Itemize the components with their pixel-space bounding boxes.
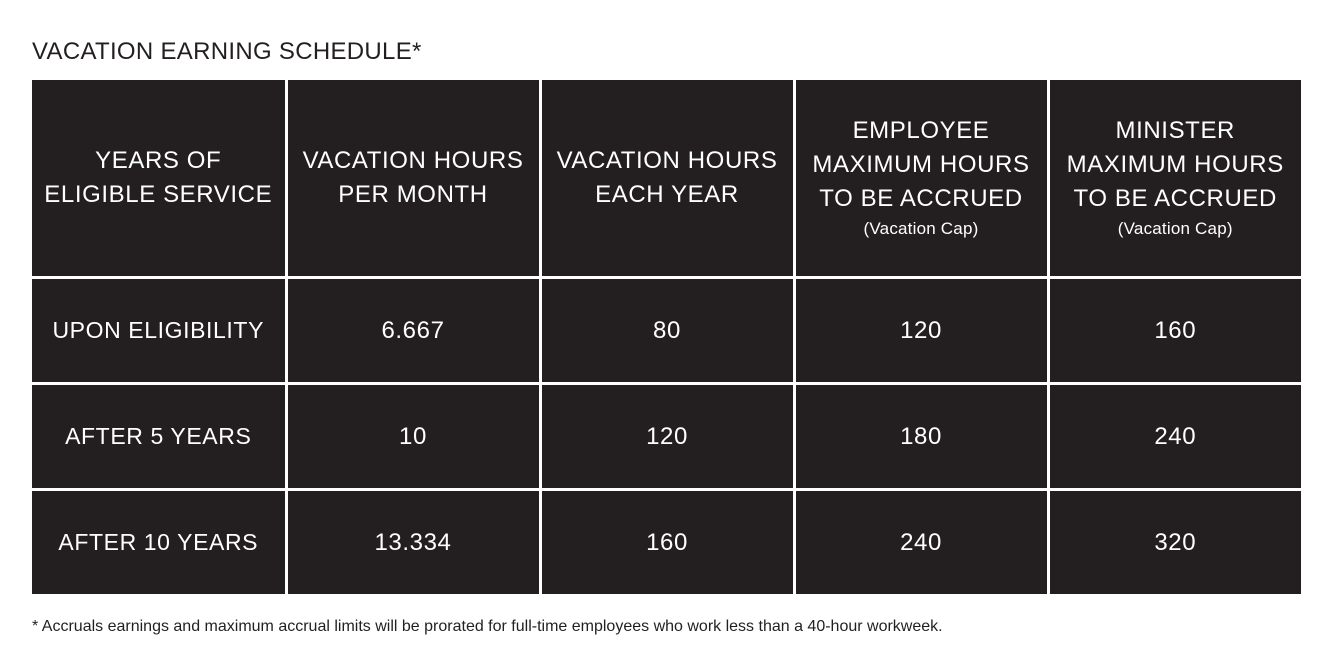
hours-each-year-cell: 160: [540, 490, 794, 595]
page-title: VACATION EARNING SCHEDULE*: [32, 38, 422, 65]
minister-max-hours-cell: 240: [1048, 384, 1301, 490]
row-label-cell: AFTER 10 YEARS: [32, 490, 286, 595]
table-row: [32, 278, 1301, 384]
column-header-label: YEARS OF ELIGIBLE SERVICE: [44, 147, 273, 208]
minister-max-hours-cell: 320: [1048, 490, 1301, 595]
column-header-label: MINISTER MAXIMUM HOURS TO BE ACCRUED: [1066, 117, 1284, 212]
column-header-hours-per-month: [286, 80, 540, 278]
table-row: [32, 490, 1301, 595]
employee-max-hours-cell: 180: [794, 384, 1048, 490]
employee-max-hours-cell: 240: [794, 490, 1048, 595]
minister-max-hours-cell: 160: [1048, 278, 1301, 384]
footnote: * Accruals earnings and maximum accrual limits will be prorated for full-time employees who work less than a 40-hour workweek.: [32, 618, 943, 635]
column-header-label: VACATION HOURS PER MONTH: [302, 147, 524, 208]
column-header-minister-max-hours: [1048, 80, 1301, 278]
hours-each-year-cell: 80: [540, 278, 794, 384]
hours-per-month-cell: 10: [286, 384, 540, 490]
table-row: [32, 384, 1301, 490]
column-header-note: (Vacation Cap): [1117, 219, 1233, 238]
hours-per-month-cell: 6.667: [286, 278, 540, 384]
employee-max-hours-cell: 120: [794, 278, 1048, 384]
column-header-employee-max-hours: [794, 80, 1048, 278]
row-label-cell: UPON ELIGIBILITY: [32, 278, 286, 384]
hours-each-year-cell: 120: [540, 384, 794, 490]
column-header-years-of-service: [32, 80, 286, 278]
table-header-row: [32, 80, 1301, 278]
column-header-note: (Vacation Cap): [863, 219, 979, 238]
hours-per-month-cell: 13.334: [286, 490, 540, 595]
vacation-schedule-table: [32, 80, 1301, 594]
column-header-label: VACATION HOURS EACH YEAR: [556, 147, 778, 208]
row-label-cell: AFTER 5 YEARS: [32, 384, 286, 490]
column-header-label: EMPLOYEE MAXIMUM HOURS TO BE ACCRUED: [812, 117, 1030, 212]
column-header-hours-each-year: [540, 80, 794, 278]
